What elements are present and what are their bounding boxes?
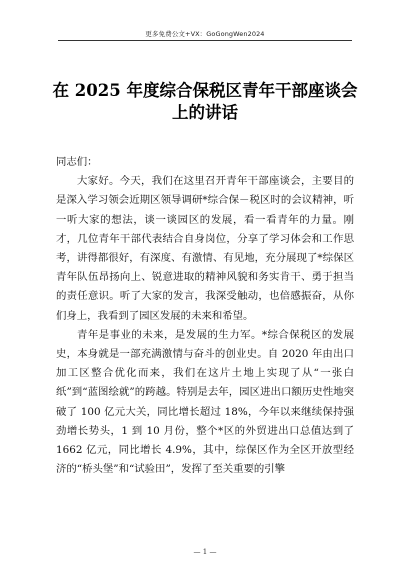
salutation: 同志们： bbox=[56, 156, 98, 168]
document-body bbox=[56, 153, 354, 479]
header-note: 更多免费公文+VX：GoGongWen2024 bbox=[145, 30, 265, 38]
header-divider bbox=[58, 40, 352, 41]
body-paragraph-2: 青年是事业的未来，是发展的生力军。*综合保税区的发展史，本身就是一部充满激情与奋斗的创业史。自 2020 年由出口加工区整合优化而来，我们在这片土地上实现了从“一张白纸”到“蓝图绘就”的跨越。特别是去年，园区进出口额历史性地突破了 100 亿元大关，同比增长超过 18%，今年以来继续保持强劲增长势头，1 到 10 月份，整个*区的外贸进出口总值达到了 1662 亿元，同比增长 4.9%，其中，综保区作为全区开放型经济的“桥头堡”和“试验田”，发挥了至关重要的引擎 bbox=[56, 328, 354, 476]
page-number: — 1 — bbox=[193, 548, 217, 556]
document-title: 在 2025 年度综合保税区青年干部座谈会上的讲话 bbox=[52, 81, 358, 122]
body-paragraph-1: 大家好。今天，我们在这里召开青年干部座谈会，主要目的是深入学习领会近期区领导调研*综合保－税区时的会议精神，听一听大家的想法，谈一谈园区的发展，看一看青年的力量。刚才，几位青年干部代表结合自身岗位，分享了学习体会和工作思考，讲得都很好，有深度、有激情、有见地，充分展现了*综保区青年队伍昂扬向上、锐意进取的精神风貌和务实肯干、勇于担当的责任意识。听了大家的发言，我深受触动，也倍感振奋，从你们身上，我看到了园区发展的未来和希望。 bbox=[56, 175, 354, 322]
